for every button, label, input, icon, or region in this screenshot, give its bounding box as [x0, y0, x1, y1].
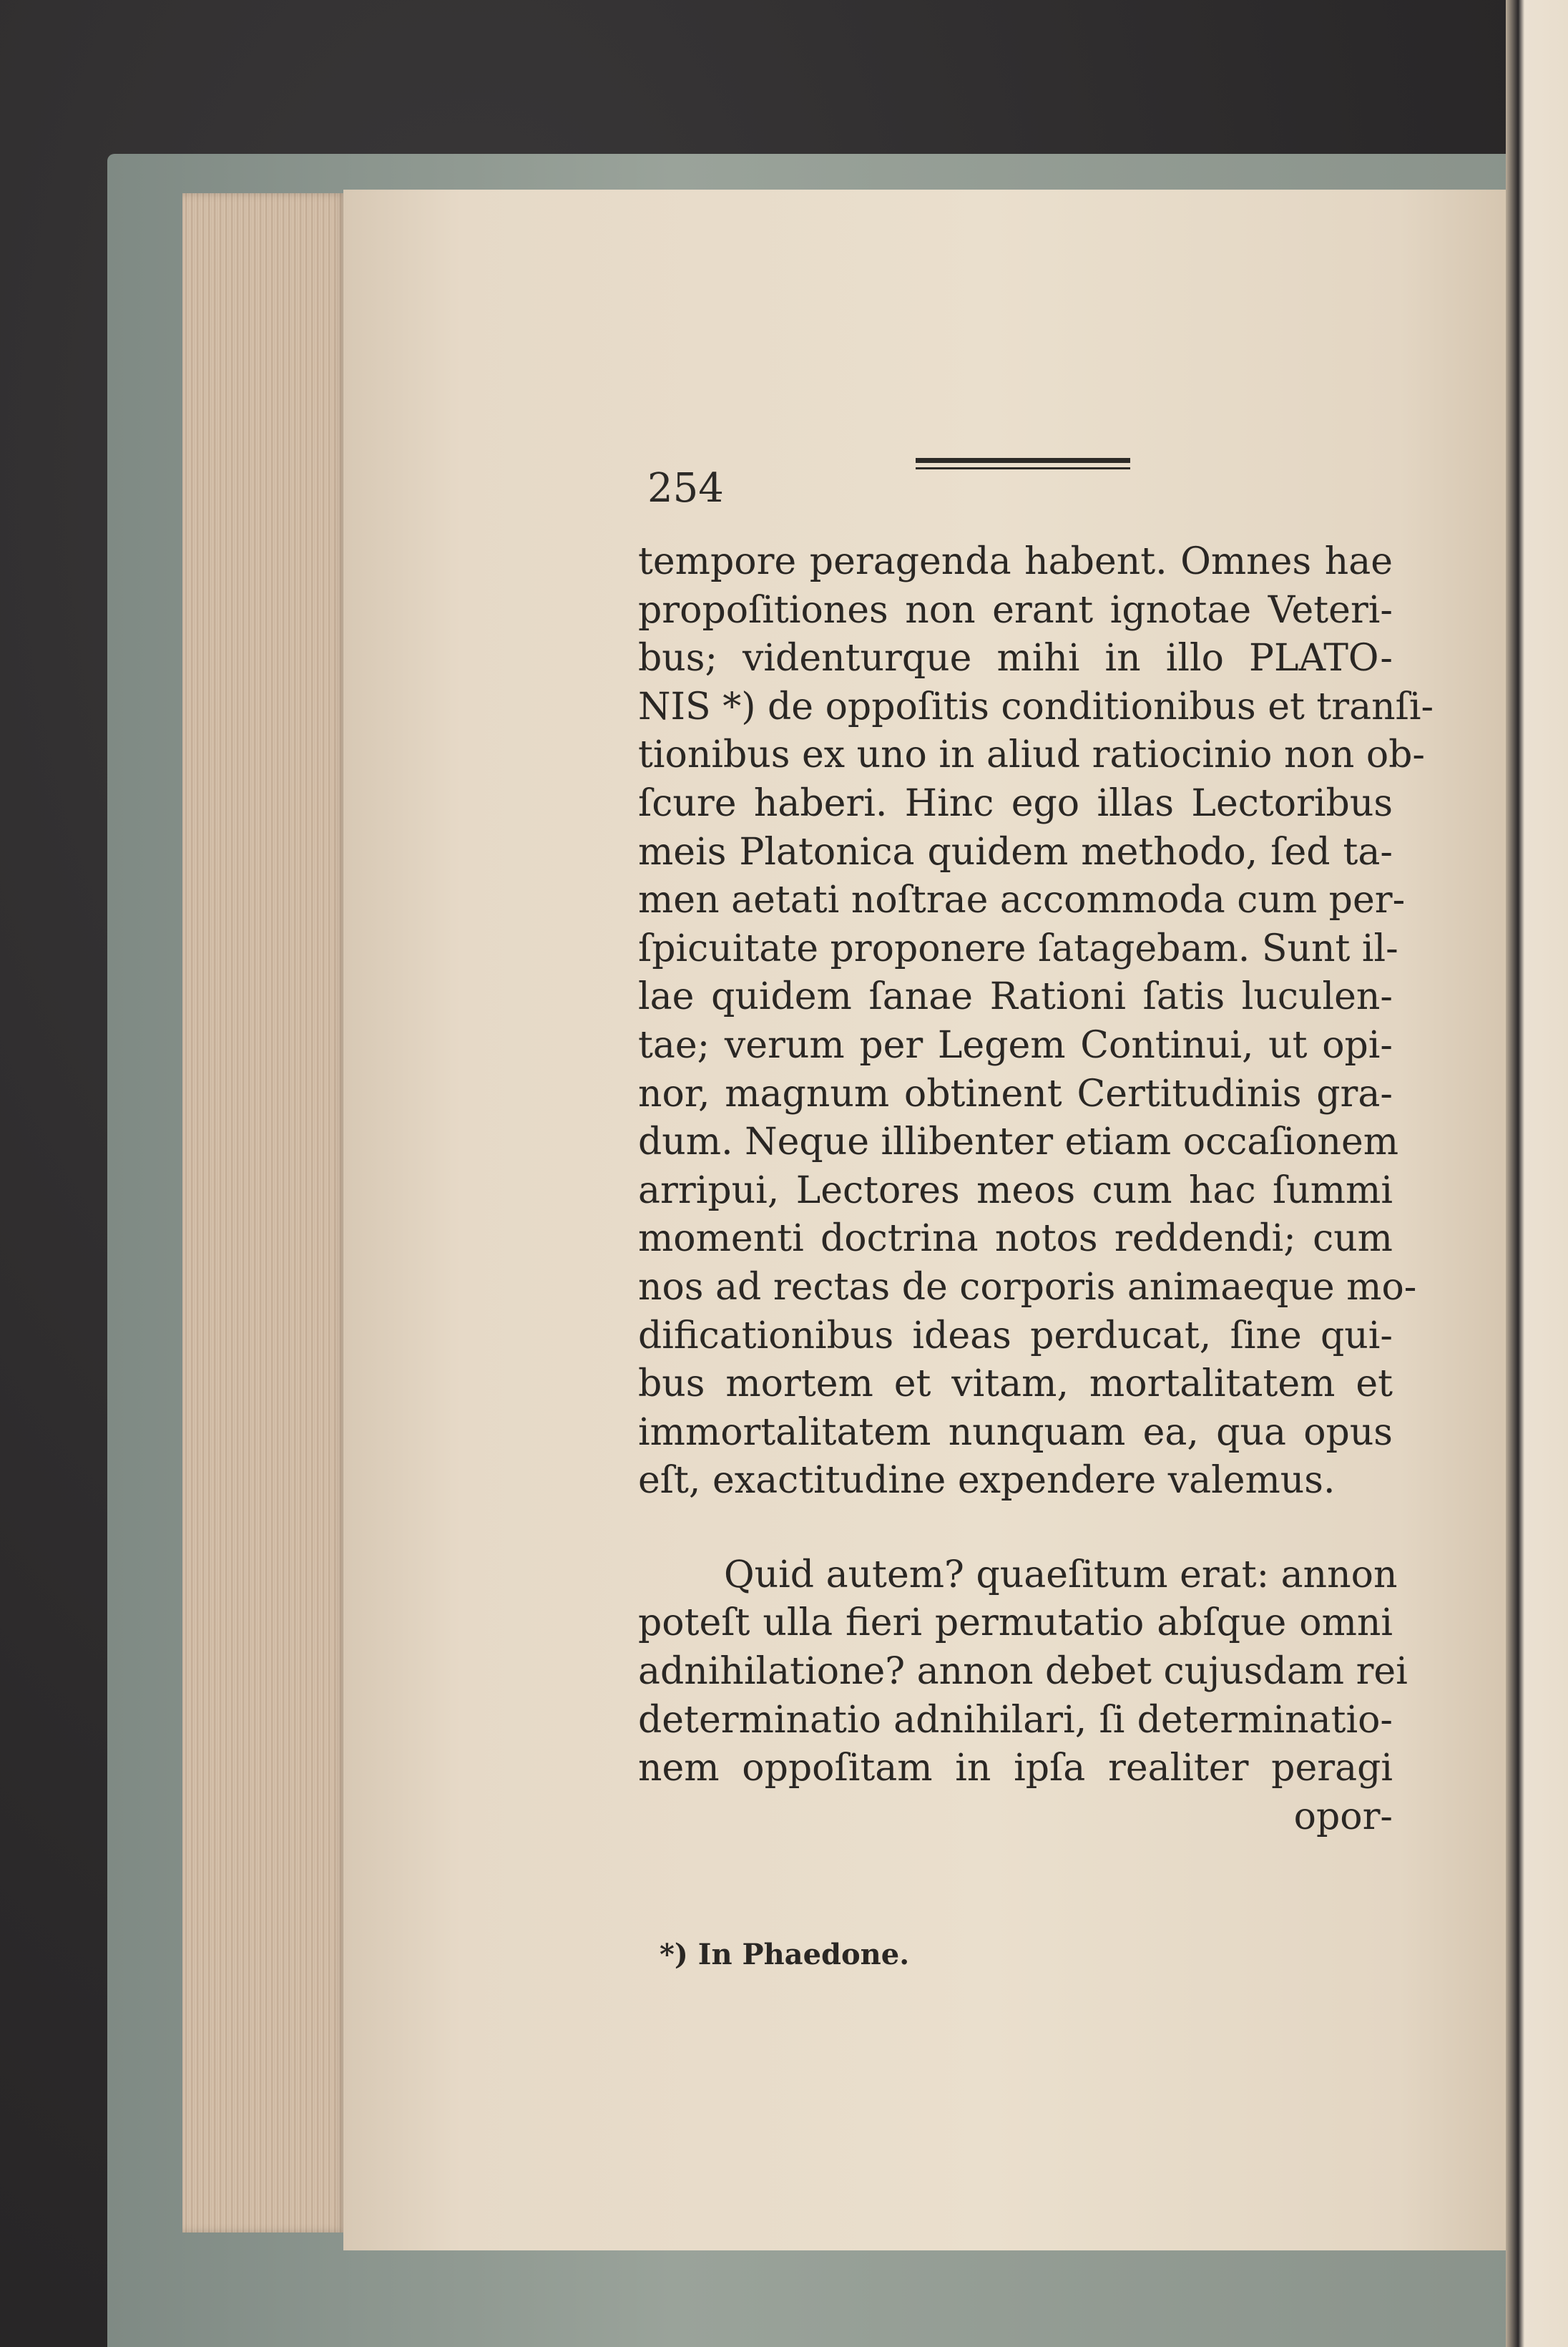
- text-line: arripui, Lectores meos cum hac ſummi: [638, 1168, 1393, 1212]
- text-line: tempore peragenda habent. Omnes hae: [638, 540, 1393, 583]
- catchword: opor-: [1293, 1795, 1393, 1838]
- page-number: 254: [647, 465, 724, 512]
- text-line: nem oppoſitam in ipſa realiter peragi: [638, 1747, 1393, 1790]
- text-line: tae; verum per Legem Continui, ut opi-: [638, 1023, 1393, 1067]
- text-line: propoſitiones non erant ignotae Veteri-: [638, 588, 1393, 632]
- text-line: poteſt ulla fieri permutatio abſque omni: [638, 1601, 1393, 1645]
- text-line: momenti doctrina notos reddendi; cum: [638, 1217, 1393, 1261]
- text-line: adnihilatione? annon debet cujusdam rei: [638, 1650, 1408, 1694]
- text-line: NIS *) de oppoſitis conditionibus et tranſi-: [638, 685, 1434, 728]
- text-line: tionibus ex uno in aliud ratiocinio non ob-: [638, 733, 1425, 777]
- body-text: [638, 538, 1434, 1841]
- text-line: nos ad rectas de corporis animaeque mo-: [638, 1265, 1417, 1309]
- text-line: ſcure haberi. Hinc ego illas Lectoribus: [638, 781, 1393, 825]
- header-rule: [916, 458, 1130, 469]
- book-gutter: [1506, 0, 1568, 2347]
- text-line: Quid autem? quaeſitum erat: annon: [724, 1553, 1398, 1596]
- text-line: eſt, exactitudine expendere valemus.: [638, 1459, 1336, 1503]
- second-paragraph: [638, 1551, 1408, 1842]
- text-line: ſpicuitate proponere ſatagebam. Sunt il-: [638, 927, 1398, 970]
- text-line: nor, magnum obtinent Certitudinis gra-: [638, 1072, 1393, 1116]
- footnote: *) In Phaedone.: [660, 1938, 910, 1971]
- text-line: bus mortem et vitam, mortalitatem et: [638, 1362, 1393, 1406]
- text-line: dum. Neque illibenter etiam occaſionem: [638, 1121, 1399, 1164]
- page-edges: [182, 193, 347, 2233]
- text-line: determinatio adnihilari, ſi determinatio-: [638, 1698, 1393, 1742]
- text-line: immortalitatem nunquam ea, qua opus: [638, 1410, 1393, 1454]
- text-line: meis Platonica quidem methodo, ſed ta-: [638, 830, 1393, 874]
- text-line: men aetati noſtrae accommoda cum per-: [638, 879, 1406, 922]
- text-line: lae quidem ſanae Rationi ſatis luculen-: [638, 975, 1393, 1019]
- text-line: bus; videnturque mihi in illo PLATO-: [638, 637, 1393, 680]
- text-line: dificationibus ideas perducat, ſine qui-: [638, 1314, 1393, 1357]
